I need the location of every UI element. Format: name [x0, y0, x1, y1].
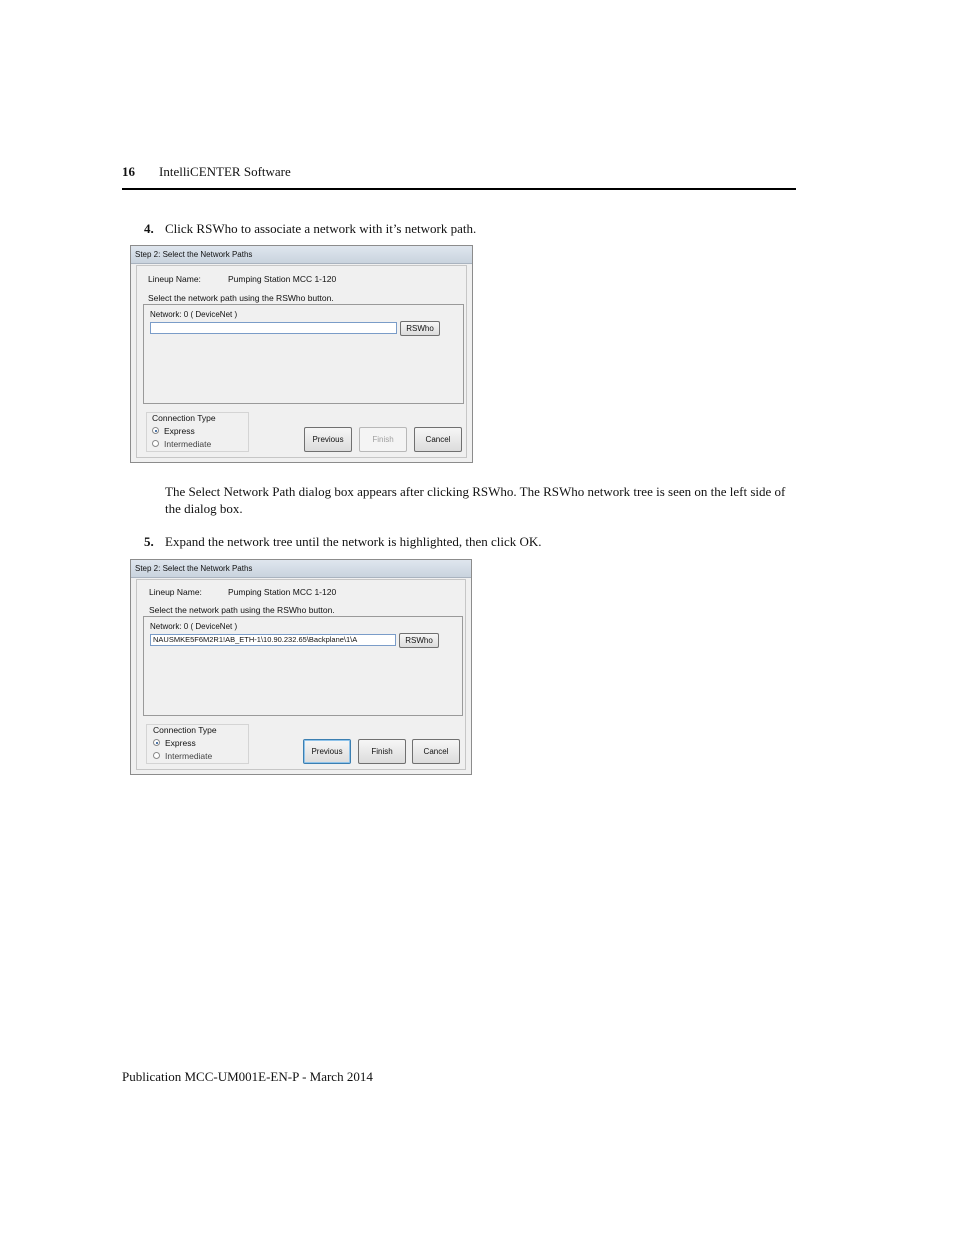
- lineup-name-label: Lineup Name:: [149, 587, 202, 597]
- step-text: Expand the network tree until the network is highlighted, then click OK.: [165, 534, 542, 549]
- page-header: [122, 164, 796, 190]
- previous-button[interactable]: Previous: [304, 427, 352, 452]
- dialog-title: Step 2: Select the Network Paths: [131, 246, 472, 264]
- express-label: Express: [165, 738, 196, 748]
- body-paragraph: The Select Network Path dialog box appears after clicking RSWho. The RSWho network tree is seen on the left side of the dialog box.: [165, 484, 786, 516]
- publication-footer: Publication MCC-UM001E-EN-P - March 2014: [122, 1069, 373, 1084]
- intermediate-radio[interactable]: [153, 752, 160, 759]
- intermediate-label: Intermediate: [165, 751, 213, 761]
- express-label: Express: [164, 426, 195, 436]
- previous-button[interactable]: Previous: [303, 739, 351, 764]
- finish-button[interactable]: Finish: [359, 427, 407, 452]
- network-group: [143, 304, 464, 404]
- instruction-text: Select the network path using the RSWho button.: [148, 293, 334, 303]
- dialog-body: [136, 579, 466, 770]
- connection-type-label: Connection Type: [153, 725, 217, 735]
- rswho-button[interactable]: RSWho: [400, 321, 440, 336]
- express-radio[interactable]: [153, 739, 160, 746]
- select-network-paths-dialog-1: [130, 245, 473, 463]
- network-path-input[interactable]: [150, 322, 397, 334]
- header-title: IntelliCENTER Software: [159, 164, 291, 179]
- dialog-title: Step 2: Select the Network Paths: [131, 560, 471, 578]
- connection-type-group: [146, 412, 249, 452]
- cancel-button[interactable]: Cancel: [412, 739, 460, 764]
- connection-type-label: Connection Type: [152, 413, 216, 423]
- network-group: [143, 616, 463, 716]
- lineup-name-value: Pumping Station MCC 1-120: [228, 587, 337, 597]
- rswho-button[interactable]: RSWho: [399, 633, 439, 648]
- lineup-name-value: Pumping Station MCC 1-120: [228, 274, 337, 284]
- express-radio[interactable]: [152, 427, 159, 434]
- select-network-paths-dialog-2: [130, 559, 472, 775]
- intermediate-label: Intermediate: [164, 439, 212, 449]
- connection-type-group: [146, 724, 249, 764]
- step-5: [144, 534, 542, 550]
- lineup-name-label: Lineup Name:: [148, 274, 201, 284]
- step-text: Click RSWho to associate a network with it’s network path.: [165, 221, 477, 236]
- intermediate-radio[interactable]: [152, 440, 159, 447]
- network-label: Network: 0 ( DeviceNet ): [150, 622, 238, 631]
- step-number: 4.: [144, 221, 154, 236]
- step-4: [144, 221, 476, 237]
- step-number: 5.: [144, 534, 154, 549]
- finish-button[interactable]: Finish: [358, 739, 406, 764]
- page-number: 16: [122, 164, 135, 179]
- cancel-button[interactable]: Cancel: [414, 427, 462, 452]
- instruction-text: Select the network path using the RSWho button.: [149, 605, 335, 615]
- network-path-input[interactable]: NAUSMKE5F6M2R1!AB_ETH-1\10.90.232.65\Backplane\1\A: [150, 634, 396, 646]
- dialog-body: [136, 265, 467, 458]
- network-label: Network: 0 ( DeviceNet ): [150, 310, 238, 319]
